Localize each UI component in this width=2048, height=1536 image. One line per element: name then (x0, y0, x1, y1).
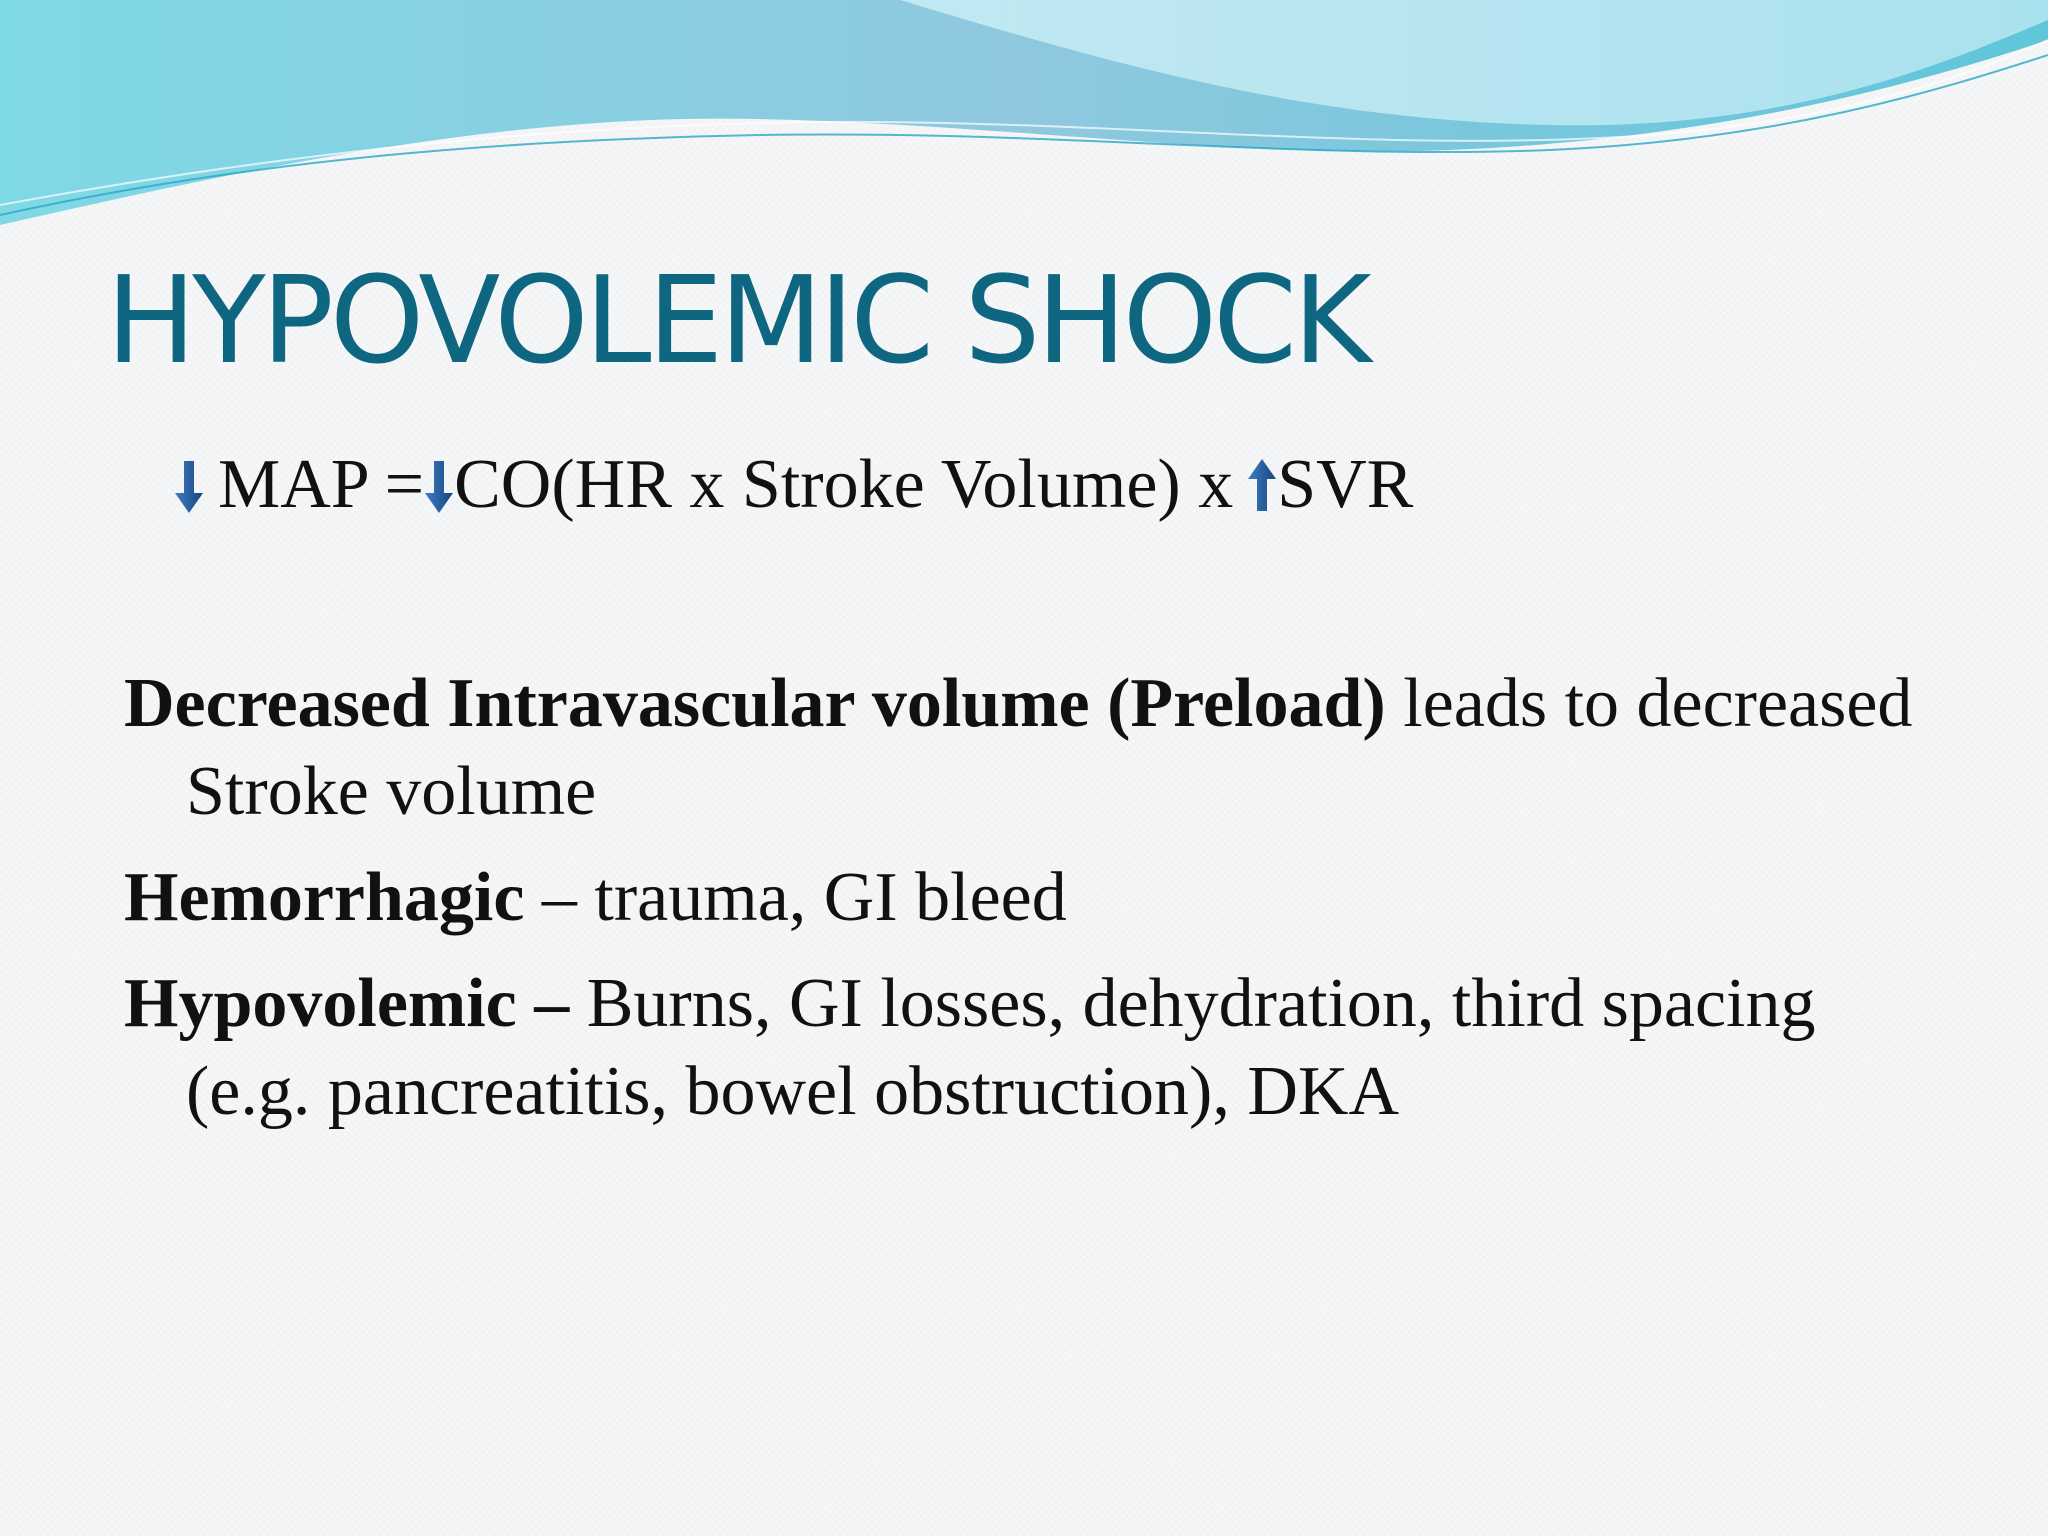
bullet-text: – trauma, GI bleed (524, 859, 1067, 936)
bullet-list (124, 660, 1924, 1154)
bullet-text: Burns, GI losses, dehydration, third spacing (e.g. pancreatitis, bowel obstruction), DKA (186, 965, 1816, 1130)
bullet-item-hemorrhagic (124, 854, 1924, 942)
bullet-bold-text: Hypovolemic – (124, 965, 570, 1042)
bullet-item-preload (124, 660, 1924, 836)
header-wave-decoration (0, 0, 2048, 240)
bullet-text: leads to decreased Stroke volume (186, 665, 1913, 830)
bullet-bold-text: Decreased Intravascular volume (Preload) (124, 665, 1386, 742)
down-arrow-icon (424, 453, 454, 517)
slide-title: HYPOVOLEMIC SHOCK (106, 252, 1368, 391)
formula-co-label: CO(HR x Stroke Volume) x (454, 446, 1234, 523)
formula-map-label: MAP = (218, 446, 425, 523)
bullet-item-hypovolemic (124, 960, 1924, 1136)
bullet-bold-text: Hemorrhagic (124, 859, 525, 936)
formula-svr-label: SVR (1277, 446, 1414, 523)
down-arrow-icon (174, 453, 204, 517)
up-arrow-icon (1247, 453, 1277, 517)
map-formula (174, 446, 1414, 523)
